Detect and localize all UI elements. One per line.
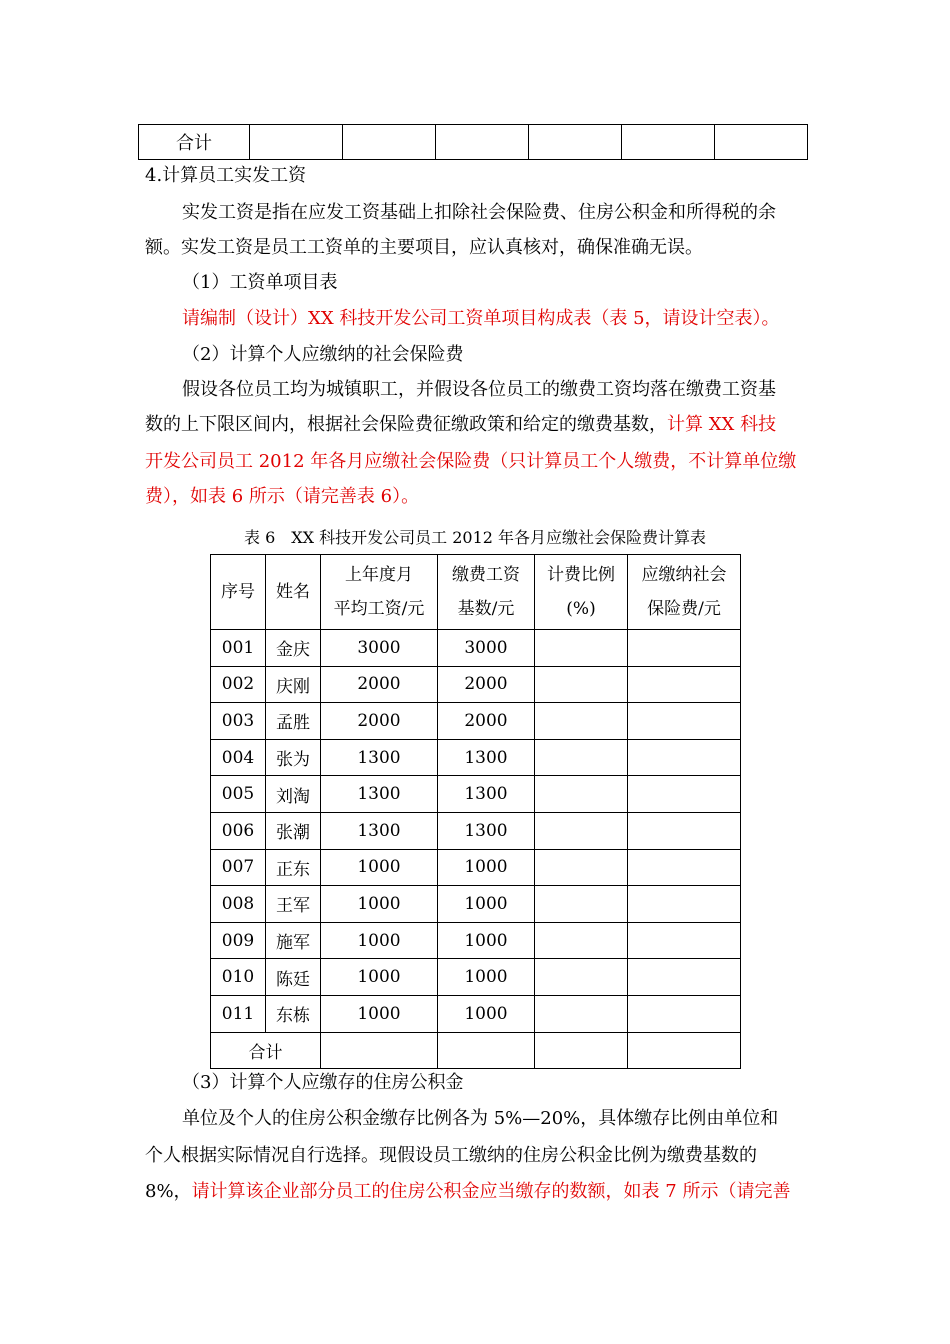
paragraph-2-line-2 — [145, 415, 815, 435]
cell-base: 1300 — [438, 812, 535, 849]
total-label: 合计 — [139, 125, 250, 160]
cell-avg: 3000 — [321, 630, 438, 667]
cell-id: 009 — [211, 922, 266, 959]
cell-name: 正东 — [266, 849, 321, 886]
cell-insurance — [628, 812, 741, 849]
table-6 — [210, 554, 741, 1069]
header-avg-wage — [321, 555, 438, 630]
cell-id: 003 — [211, 703, 266, 740]
header-base-line-1: 缴费工资 — [452, 565, 520, 585]
subsection-1-instruction: 请编制（设计）XX 科技开发公司工资单项目构成表（表 5，请设计空表）。 — [182, 308, 780, 329]
table-row — [211, 630, 741, 667]
paragraph-3-line-3-highlight: 请计算该企业部分员工的住房公积金应当缴存的数额，如表 7 所示（请完善 — [191, 1181, 791, 1202]
header-insurance — [628, 555, 741, 630]
cell-name: 施军 — [266, 922, 321, 959]
empty-cell — [529, 125, 622, 160]
cell-ratio — [535, 703, 628, 740]
cell-insurance — [628, 849, 741, 886]
cell-avg: 2000 — [321, 666, 438, 703]
cell-name: 金庆 — [266, 630, 321, 667]
paragraph-2-line-4: 费），如表 6 所示（请完善表 6）。 — [145, 486, 420, 507]
total-row — [139, 125, 808, 160]
total-insurance — [628, 1032, 741, 1068]
table-row — [211, 959, 741, 996]
cell-insurance — [628, 703, 741, 740]
cell-insurance — [628, 776, 741, 813]
header-ratio-line-2: (%) — [566, 599, 596, 619]
cell-avg: 1000 — [321, 922, 438, 959]
cell-insurance — [628, 630, 741, 667]
empty-cell — [343, 125, 436, 160]
cell-id: 002 — [211, 666, 266, 703]
cell-base: 2000 — [438, 666, 535, 703]
header-base-line-2: 基数/元 — [457, 599, 515, 619]
cell-ratio — [535, 630, 628, 667]
table-row — [211, 703, 741, 740]
cell-name: 王军 — [266, 886, 321, 923]
table-row — [211, 922, 741, 959]
cell-base: 1000 — [438, 995, 535, 1032]
paragraph-1-line-1: 实发工资是指在应发工资基础上扣除社会保险费、住房公积金和所得税的余 — [182, 202, 776, 223]
cell-id: 007 — [211, 849, 266, 886]
total-ratio — [535, 1032, 628, 1068]
table-6-caption: 表 6 XX 科技开发公司员工 2012 年各月应缴社会保险费计算表 — [243, 528, 707, 547]
header-avg-wage-line-1: 上年度月 — [345, 565, 413, 585]
cell-name: 庆刚 — [266, 666, 321, 703]
cell-ratio — [535, 739, 628, 776]
paragraph-3-line-1: 单位及个人的住房公积金缴存比例各为 5%—20%，具体缴存比例由单位和 — [182, 1108, 779, 1129]
cell-base: 1000 — [438, 886, 535, 923]
cell-insurance — [628, 922, 741, 959]
cell-base: 1000 — [438, 849, 535, 886]
cell-id: 001 — [211, 630, 266, 667]
cell-ratio — [535, 666, 628, 703]
cell-name: 张潮 — [266, 812, 321, 849]
paragraph-1-line-2: 额。实发工资是员工工资单的主要项目，应认真核对，确保准确无误。 — [145, 237, 703, 258]
cell-id: 005 — [211, 776, 266, 813]
cell-id: 010 — [211, 959, 266, 996]
empty-cell — [622, 125, 715, 160]
total-base — [438, 1032, 535, 1068]
summary-table-tail — [138, 124, 808, 160]
header-ratio-line-1: 计费比例 — [547, 565, 615, 585]
cell-name: 孟胜 — [266, 703, 321, 740]
table-row — [211, 666, 741, 703]
subsection-2-title: （2）计算个人应缴纳的社会保险费 — [182, 344, 464, 365]
cell-insurance — [628, 995, 741, 1032]
cell-base: 3000 — [438, 630, 535, 667]
cell-ratio — [535, 849, 628, 886]
header-insurance-line-1: 应缴纳社会 — [641, 565, 727, 585]
cell-base: 2000 — [438, 703, 535, 740]
header-ratio — [535, 555, 628, 630]
table-row — [211, 739, 741, 776]
cell-avg: 1000 — [321, 959, 438, 996]
header-name: 姓名 — [266, 555, 321, 630]
cell-avg: 1300 — [321, 776, 438, 813]
paragraph-2-line-3: 开发公司员工 2012 年各月应缴社会保险费（只计算员工个人缴费，不计算单位缴 — [145, 451, 797, 472]
paragraph-3-line-3 — [145, 1182, 815, 1202]
table-row — [211, 886, 741, 923]
cell-insurance — [628, 886, 741, 923]
paragraph-2-line-2-text: 数的上下限区间内，根据社会保险费征缴政策和给定的缴费基数， — [145, 414, 667, 435]
cell-avg: 1300 — [321, 739, 438, 776]
cell-ratio — [535, 886, 628, 923]
cell-avg: 1300 — [321, 812, 438, 849]
table-row — [211, 812, 741, 849]
header-avg-wage-line-2: 平均工资/元 — [333, 599, 425, 619]
cell-avg: 1000 — [321, 849, 438, 886]
total-avg — [321, 1032, 438, 1068]
cell-insurance — [628, 739, 741, 776]
table-total-row — [211, 1032, 741, 1068]
table-row — [211, 995, 741, 1032]
paragraph-2-line-1: 假设各位员工均为城镇职工，并假设各位员工的缴费工资均落在缴费工资基 — [182, 379, 776, 400]
cell-insurance — [628, 959, 741, 996]
cell-base: 1000 — [438, 922, 535, 959]
empty-cell — [250, 125, 343, 160]
subsection-3-title: （3）计算个人应缴存的住房公积金 — [182, 1072, 464, 1093]
header-insurance-line-2: 保险费/元 — [647, 599, 721, 619]
empty-cell — [436, 125, 529, 160]
cell-avg: 1000 — [321, 886, 438, 923]
subsection-1-title: （1）工资单项目表 — [182, 272, 338, 293]
table-row — [211, 849, 741, 886]
cell-id: 011 — [211, 995, 266, 1032]
cell-base: 1300 — [438, 739, 535, 776]
cell-ratio — [535, 995, 628, 1032]
empty-cell — [715, 125, 808, 160]
cell-avg: 2000 — [321, 703, 438, 740]
cell-id: 004 — [211, 739, 266, 776]
table-header-row — [211, 555, 741, 630]
cell-avg: 1000 — [321, 995, 438, 1032]
cell-ratio — [535, 812, 628, 849]
cell-ratio — [535, 776, 628, 813]
cell-insurance — [628, 666, 741, 703]
paragraph-2-line-2-highlight: 计算 XX 科技 — [667, 414, 777, 435]
cell-name: 陈廷 — [266, 959, 321, 996]
paragraph-3-line-3-text: 8%， — [145, 1181, 192, 1202]
table-row — [211, 776, 741, 813]
cell-name: 张为 — [266, 739, 321, 776]
total-label: 合计 — [211, 1032, 321, 1068]
cell-name: 东栋 — [266, 995, 321, 1032]
cell-base: 1000 — [438, 959, 535, 996]
header-base — [438, 555, 535, 630]
section-4-title: 4.计算员工实发工资 — [145, 165, 307, 186]
cell-id: 008 — [211, 886, 266, 923]
paragraph-3-line-2: 个人根据实际情况自行选择。现假设员工缴纳的住房公积金比例为缴费基数的 — [145, 1145, 757, 1166]
cell-ratio — [535, 922, 628, 959]
header-id: 序号 — [211, 555, 266, 630]
cell-name: 刘淘 — [266, 776, 321, 813]
cell-id: 006 — [211, 812, 266, 849]
cell-ratio — [535, 959, 628, 996]
cell-base: 1300 — [438, 776, 535, 813]
